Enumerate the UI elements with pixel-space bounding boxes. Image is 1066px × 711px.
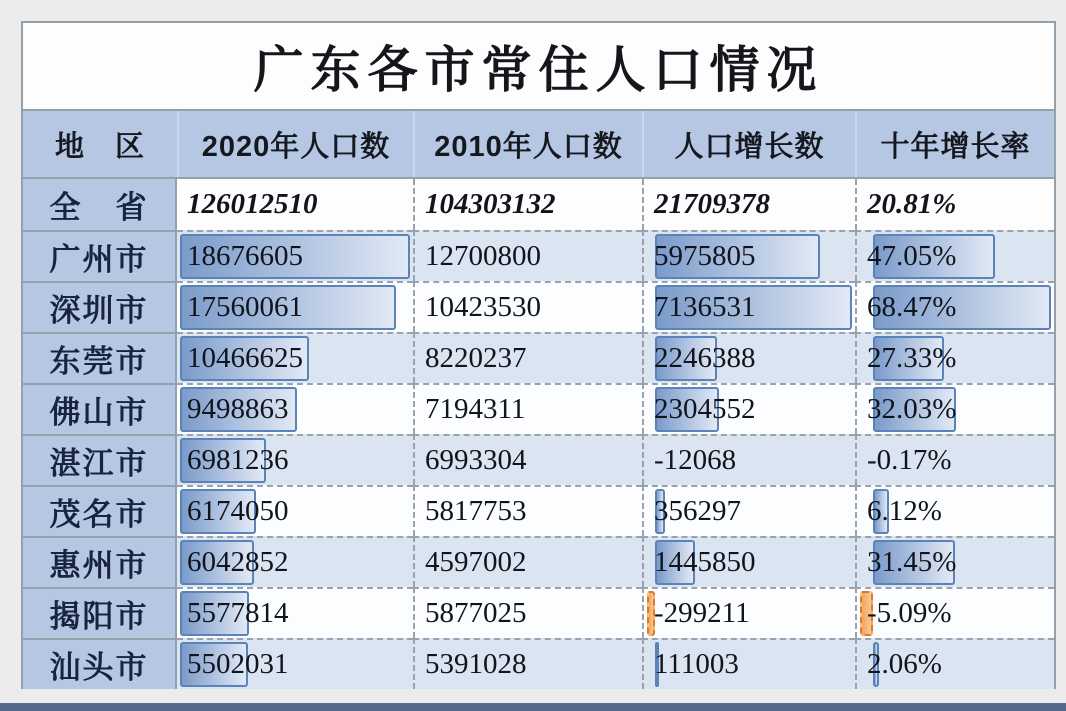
- cell-value: 20.81%: [867, 188, 957, 220]
- cell-pop2020: [177, 638, 413, 689]
- cell-growth: [642, 230, 855, 281]
- cell-growth: [642, 179, 855, 230]
- table-row: [23, 587, 1054, 638]
- cell-value: -299211: [654, 597, 750, 629]
- cell-value: 47.05%: [867, 240, 957, 272]
- cell-pop2020: [177, 434, 413, 485]
- cell-value: 6042852: [187, 546, 289, 578]
- cell-pop2010: [413, 230, 642, 281]
- column-header-0: 地 区: [54, 130, 145, 163]
- cell-region: 广州市: [23, 230, 177, 281]
- table-row: [23, 281, 1054, 332]
- cell-region: 东莞市: [23, 332, 177, 383]
- table-row: [23, 383, 1054, 434]
- cell-value: 10423530: [425, 291, 541, 323]
- cell-pop2010: [413, 587, 642, 638]
- cell-growth: [642, 281, 855, 332]
- cell-value: -0.17%: [867, 444, 952, 476]
- cell-region: 惠州市: [23, 536, 177, 587]
- cell-pop2020: [177, 485, 413, 536]
- table-body: [23, 179, 1054, 689]
- cell-growth_rate_pct: [855, 638, 1054, 689]
- cell-pop2010: [413, 179, 642, 230]
- cell-pop2020: [177, 383, 413, 434]
- cell-region: 深圳市: [23, 281, 177, 332]
- cell-value: 18676605: [187, 240, 303, 272]
- cell-growth_rate_pct: [855, 587, 1054, 638]
- cell-value: 68.47%: [867, 291, 957, 323]
- cell-region: 揭阳市: [23, 587, 177, 638]
- cell-growth_rate_pct: [855, 179, 1054, 230]
- cell-pop2020: [177, 587, 413, 638]
- cell-region: 佛山市: [23, 383, 177, 434]
- cell-value: 7194311: [425, 393, 526, 425]
- cell-value: 6993304: [425, 444, 527, 476]
- column-header-3: 人口增长数: [642, 111, 855, 177]
- cell-growth_rate_pct: [855, 536, 1054, 587]
- cell-value: 2.06%: [867, 648, 942, 680]
- cell-value: 9498863: [187, 393, 289, 425]
- cell-value: 12700800: [425, 240, 541, 272]
- cell-value: 6.12%: [867, 495, 942, 527]
- cell-growth: [642, 536, 855, 587]
- cell-value: 21709378: [654, 188, 770, 220]
- cell-value: 5502031: [187, 648, 289, 680]
- cell-value: -12068: [654, 444, 737, 476]
- cell-region: 全 省: [23, 179, 177, 230]
- table-row: [23, 536, 1054, 587]
- cell-pop2010: [413, 434, 642, 485]
- cell-growth_rate_pct: [855, 281, 1054, 332]
- cell-value: 27.33%: [867, 342, 957, 374]
- cell-growth_rate_pct: [855, 230, 1054, 281]
- cell-value: 356297: [654, 495, 741, 527]
- table-row: [23, 332, 1054, 383]
- cell-pop2020: [177, 536, 413, 587]
- cell-pop2010: [413, 383, 642, 434]
- cell-value: 2246388: [654, 342, 756, 374]
- cell-value: 1445850: [654, 546, 756, 578]
- cell-region: 湛江市: [23, 434, 177, 485]
- cell-value: 4597002: [425, 546, 527, 578]
- title-band: [23, 23, 1054, 109]
- cell-region: 汕头市: [23, 638, 177, 689]
- cell-pop2010: [413, 638, 642, 689]
- population-table: [21, 21, 1056, 689]
- photo-bottom-edge: [0, 703, 1066, 711]
- table-row: [23, 230, 1054, 281]
- table-row: [23, 485, 1054, 536]
- cell-growth_rate_pct: [855, 434, 1054, 485]
- column-header-1: 2020年人口数: [177, 111, 413, 177]
- cell-value: 7136531: [654, 291, 756, 323]
- cell-region: 茂名市: [23, 485, 177, 536]
- cell-growth: [642, 434, 855, 485]
- cell-pop2010: [413, 536, 642, 587]
- cell-growth_rate_pct: [855, 332, 1054, 383]
- column-header-4: 十年增长率: [855, 111, 1054, 177]
- table-title: 广东各市常住人口情况: [253, 42, 824, 98]
- cell-pop2020: [177, 332, 413, 383]
- cell-value: 5975805: [654, 240, 756, 272]
- table-row: [23, 179, 1054, 230]
- cell-value: 5577814: [187, 597, 289, 629]
- cell-value: 111003: [654, 648, 739, 680]
- cell-pop2020: [177, 281, 413, 332]
- cell-value: 10466625: [187, 342, 303, 374]
- cell-value: 5391028: [425, 648, 527, 680]
- cell-value: 8220237: [425, 342, 527, 374]
- cell-growth: [642, 485, 855, 536]
- cell-pop2010: [413, 332, 642, 383]
- cell-value: 32.03%: [867, 393, 957, 425]
- cell-value: 6174050: [187, 495, 289, 527]
- header-row: [23, 109, 1054, 179]
- cell-growth: [642, 383, 855, 434]
- cell-pop2010: [413, 281, 642, 332]
- cell-pop2010: [413, 485, 642, 536]
- cell-growth: [642, 587, 855, 638]
- cell-value: 17560061: [187, 291, 303, 323]
- cell-value: 126012510: [187, 188, 318, 220]
- table-row: [23, 434, 1054, 485]
- cell-pop2020: [177, 230, 413, 281]
- cell-value: 5877025: [425, 597, 527, 629]
- cell-value: 31.45%: [867, 546, 957, 578]
- cell-growth_rate_pct: [855, 485, 1054, 536]
- cell-growth_rate_pct: [855, 383, 1054, 434]
- column-header-2: 2010年人口数: [413, 111, 642, 177]
- cell-value: 104303132: [425, 188, 556, 220]
- cell-growth: [642, 638, 855, 689]
- cell-growth: [642, 332, 855, 383]
- cell-pop2020: [177, 179, 413, 230]
- table-row: [23, 638, 1054, 689]
- cell-value: 2304552: [654, 393, 756, 425]
- cell-value: 5817753: [425, 495, 527, 527]
- cell-value: 6981236: [187, 444, 289, 476]
- cell-value: -5.09%: [867, 597, 952, 629]
